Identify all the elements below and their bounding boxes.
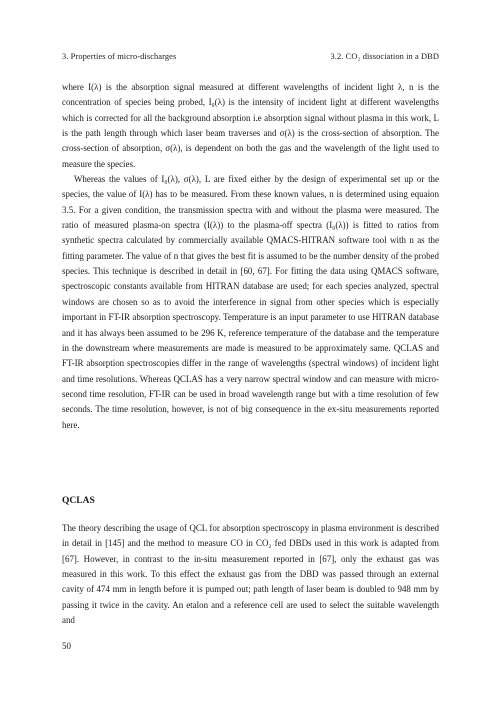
chapter-header: 3. Properties of micro-discharges <box>62 52 177 61</box>
section-body <box>62 521 439 628</box>
paragraph-2: Whereas the values of I₀(λ), σ(λ), L are fixed either by the design of experimental set up or the species, the value of I(λ) has to be measured. From these known values, n is determined using equaion 3.5. For a given condition, the transmission spectra with and without the plasma were measured. The ratio of measured plasma-on spectra (I(λ)) to the plasma-off spectra (I₀(λ)) is fitted to ratios from synthetic spectra calculated by commercially available QMACS-HITRAN software tool with n as the fitting parameter. The value of n that gives the best fit is assumed to be the number density of the probed species. This technique is described in detail in [60, 67]. For fitting the data using QMACS software, spectroscopic constants available from HITRAN database are used; for each species analyzed, spectral windows are chosen so as to avoid the interference in signal from other species which is especially important in FT-IR absorption spectroscopy. Temperature is an input parameter to use HITRAN database and it has always been assumed to be 296 K, reference temperature of the database and the temperature in the downstream where measurements are made is measured to be approximately same. QCLAS and FT-IR absorption spectroscopies differ in the range of wavelengths (spectral windows) of incident light and time resolutions. Whereas QCLAS has a very narrow spectral window and can measure with micro-second time resolution, FT-IR can be used in broad wavelength range but with a time resolution of few seconds. The time resolution, however, is not of big consequence in the ex-situ measurements reported here. <box>62 174 439 430</box>
paragraph-1: where I(λ) is the absorption signal measured at different wavelengths of incident light λ, n is the concentration of species being probed, I₀(λ) is the intensity of incident light at different wavelengths which is corrected for all the background absorption i.e absorption signal without plasma in this work, L is the path length through which laser beam traverses and σ(λ) is the cross-section of absorption. The cross-section of absorption, σ(λ), is dependent on both the gas and the wavelength of the light used to measure the species. <box>62 82 439 169</box>
paragraph-3: The theory describing the usage of QCL for absorption spectroscopy in plasma environment is described in detail in [145] and the method to measure CO in CO₂ fed DBDs used in this work is adapted from [67]. However, in contrast to the in-situ measurement reported in [67], only the exhaust gas was measured in this work. To this effect the exhaust gas from the DBD was passed through an external cavity of 474 mm in length before it is pumped out; path length of laser beam is doubled to 948 mm by passing it twice in the cavity. An etalon and a reference cell are used to select the suitable wavelength and <box>62 523 439 626</box>
page-number: 50 <box>62 641 71 651</box>
body-text <box>62 80 439 433</box>
section-header: 3.2. CO₂ dissociation in a DBD <box>330 52 439 61</box>
document-page <box>62 0 439 709</box>
section-title: QCLAS <box>62 496 95 506</box>
